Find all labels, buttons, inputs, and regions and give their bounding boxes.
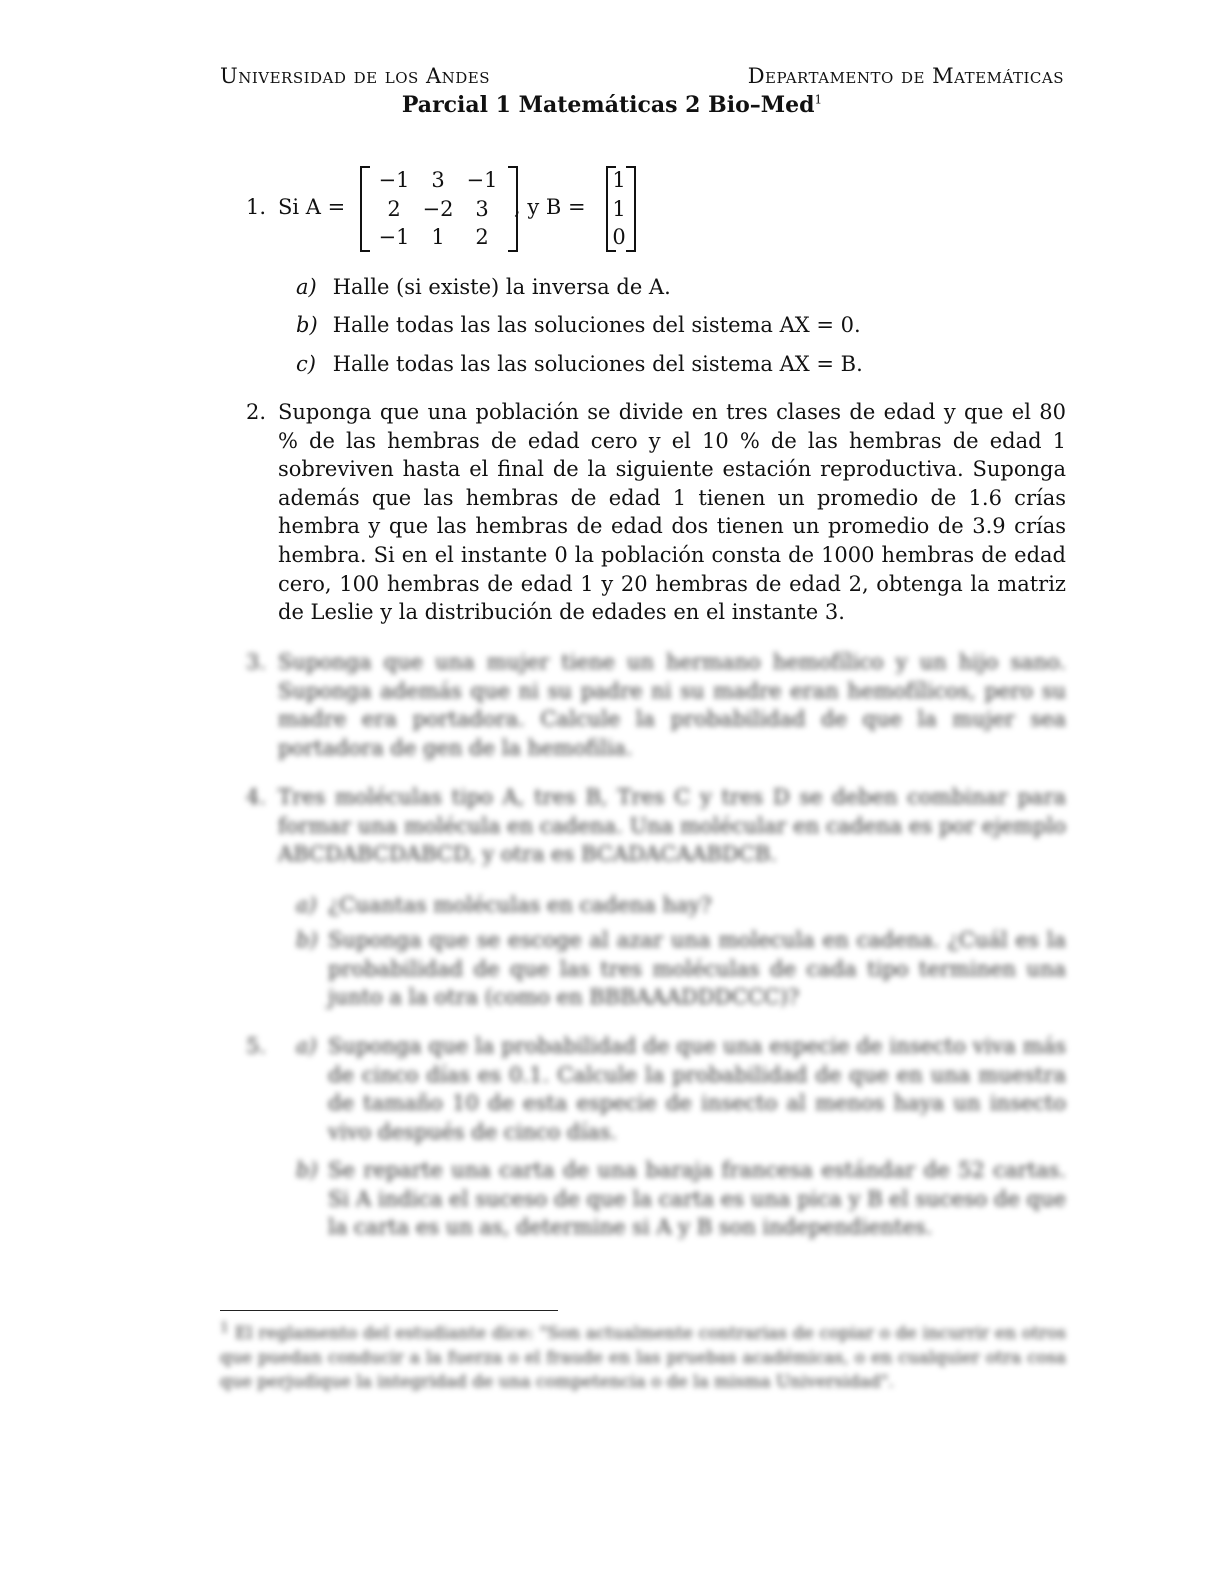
part-label: b) xyxy=(296,313,318,337)
part-text: Halle todas las las soluciones del sistema AX = B. xyxy=(332,352,863,376)
part-label: a) xyxy=(296,275,317,299)
matrix-b-row xyxy=(608,223,634,252)
part-text: Suponga que se escoge al azar una molecula en cadena. ¿Cuál es la probabilidad de que las tres moléculas de cada tipo terminen una junto a la otra (como en BBBAAADDDCCC)? xyxy=(328,928,1066,1010)
footnote xyxy=(220,1316,1066,1394)
exam-title xyxy=(0,92,1224,118)
part-label: a) xyxy=(296,1034,317,1058)
matrix-a-row xyxy=(362,223,516,252)
matrix-a-cell: −2 xyxy=(422,196,454,221)
footnote-rule xyxy=(220,1310,558,1311)
matrix-a-cell: 3 xyxy=(431,168,445,192)
part-text: Halle (si existe) la inversa de A. xyxy=(332,275,671,299)
exam-title-text: Parcial 1 Matemáticas 2 Bio–Med xyxy=(401,92,815,118)
question-1-prefix: Si A = xyxy=(278,195,346,219)
question-3 xyxy=(246,648,1066,763)
part-label: b) xyxy=(296,1158,318,1182)
matrix-a-row xyxy=(362,195,516,224)
matrix-b-cell: 1 xyxy=(612,196,626,221)
question-1-middle: , y B = xyxy=(514,195,586,219)
title-footnote-mark: 1 xyxy=(814,92,823,107)
question-1-part-b xyxy=(296,311,861,339)
matrix-b xyxy=(606,166,636,252)
part-text: ¿Cuantas moléculas en cadena hay? xyxy=(328,893,712,917)
question-5-number: 5. xyxy=(246,1034,267,1058)
department-name: Departamento de Matemáticas xyxy=(747,64,1064,88)
question-3-text: Suponga que una mujer tiene un hermano hemofílico y un hijo sano. Suponga además que ni su padre ni su madre eran hemofílicos, pero su madre era portadora. Calcule la probabilidad de que la mujer sea portadora de gen de la hemofilia. xyxy=(278,650,1066,760)
university-name: Universidad de los Andes xyxy=(220,64,490,88)
matrix-a xyxy=(360,166,518,252)
matrix-a-cell: 2 xyxy=(475,225,489,250)
question-2-number: 2. xyxy=(246,400,267,424)
part-label: c) xyxy=(296,352,316,376)
question-4 xyxy=(246,783,1066,873)
part-text: Suponga que la probabilidad de que una especie de insecto viva más de cinco días es 0.1. Calcule la probabilidad de que en una muestra de tamaño 10 de esta especie de insecto al menos haya un insecto vivo después de cinco días. xyxy=(328,1034,1066,1144)
question-2 xyxy=(246,398,1066,628)
part-text: Se reparte una carta de una baraja francesa estándar de 52 cartas. Si A indica el suceso de que la carta es una pica y B el suceso de que la carta es un as, determine si A y B son independientes. xyxy=(328,1158,1066,1240)
question-1-part-a xyxy=(296,273,671,301)
part-label: a) xyxy=(296,893,317,917)
matrix-a-cell: −1 xyxy=(466,168,498,192)
matrix-a-cell: −1 xyxy=(378,168,410,192)
matrix-a-cell: −1 xyxy=(378,225,410,250)
matrix-a-cell: 3 xyxy=(475,196,489,221)
question-4-number: 4. xyxy=(246,785,267,809)
matrix-a-cell: 1 xyxy=(431,225,445,250)
matrix-a-row xyxy=(362,166,516,195)
question-1-part-c xyxy=(296,350,863,378)
matrix-b-row xyxy=(608,195,634,224)
question-3-number: 3. xyxy=(246,650,267,674)
question-4-text: Tres moléculas tipo A, tres B, Tres C y tres D se deben combinar para formar una molécula en cadena. Una molécular en cadena es por ejemplo ABCDABCDABCD, y otra es BCADACAABDCB. xyxy=(278,785,1066,867)
matrix-b-row xyxy=(608,166,634,195)
part-text: Halle todas las las soluciones del sistema AX = 0. xyxy=(332,313,861,337)
matrix-b-cell: 1 xyxy=(612,168,626,192)
footnote-mark: 1 xyxy=(220,1320,230,1336)
part-label: b) xyxy=(296,928,318,952)
footnote-text: El reglamento del estudiante dice: "Son actualmente contrarias de copiar o de incurrir en otros que puedan conducir a la fuerza o el fraude en las pruebas académicas, o en cualquier otra cosa que perjudique la integridad de una competencia o de la misma Universidad". xyxy=(220,1323,1067,1392)
matrix-a-cell: 2 xyxy=(387,196,401,221)
question-1-number: 1. xyxy=(246,195,267,219)
matrix-b-cell: 0 xyxy=(612,225,626,250)
question-2-text: Suponga que una población se divide en tres clases de edad y que el 80 % de las hembras de edad cero y el 10 % de las hembras de edad 1 sobreviven hasta el final de la siguiente estación reproductiva. Suponga además que las hembras de edad 1 tienen un promedio de 1.6 crías hembra y que las hembras de edad dos tienen un promedio de 3.9 crías hembra. Si en el instante 0 la población consta de 1000 hembras de edad cero, 100 hembras de edad 1 y 20 hembras de edad 2, obtenga la matriz de Leslie y la distribución de edades en el instante 3. xyxy=(278,400,1066,625)
